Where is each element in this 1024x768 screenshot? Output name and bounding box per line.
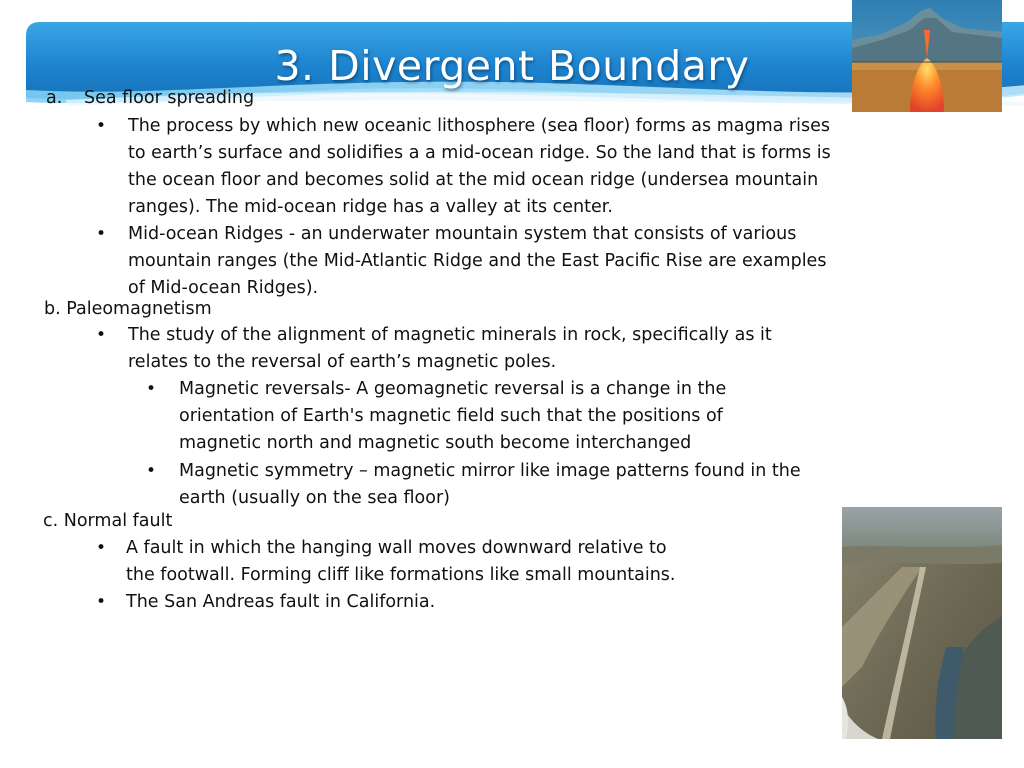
section-a-bullet2-line2: mountain ranges (the Mid-Atlantic Ridge and the East Pacific Rise are examples (128, 251, 827, 271)
bullet-marker: • (96, 224, 107, 244)
sub-bullet-marker: • (146, 379, 157, 399)
section-b-sub1-line3: magnetic north and magnetic south become interchanged (179, 433, 692, 453)
section-c-heading: c. Normal fault (43, 511, 173, 531)
section-a-bullet1-line1: The process by which new oceanic lithosphere (sea floor) forms as magma rises (128, 116, 830, 136)
sub-bullet-marker: • (146, 461, 157, 481)
bullet-marker: • (96, 592, 107, 612)
section-a-bullet1-line4: ranges). The mid-ocean ridge has a valley at its center. (128, 197, 613, 217)
section-c-bullet1-line2: the footwall. Forming cliff like formations like small mountains. (126, 565, 676, 585)
section-b-sub1-line2: orientation of Earth's magnetic field such that the positions of (179, 406, 723, 426)
slide-title: 3. Divergent Boundary (274, 42, 750, 90)
section-a-bullet1-line2: to earth’s surface and solidifies a a mid-ocean ridge. So the land that is forms is (128, 143, 831, 163)
section-c-bullet1-line1: A fault in which the hanging wall moves downward relative to (126, 538, 667, 558)
section-b-bullet1-line2: relates to the reversal of earth’s magnetic poles. (128, 352, 557, 372)
bullet-marker: • (96, 116, 107, 136)
section-b-heading: b. Paleomagnetism (44, 299, 212, 319)
section-a-bullet2-line3: of Mid-ocean Ridges). (128, 278, 319, 298)
section-b-sub2-line2: earth (usually on the sea floor) (179, 488, 450, 508)
section-b-sub2-line1: Magnetic symmetry – magnetic mirror like image patterns found in the (179, 461, 801, 481)
section-a-heading: Sea floor spreading (84, 88, 255, 108)
section-c-bullet2-line1: The San Andreas fault in California. (126, 592, 436, 612)
section-a-bullet1-line3: the ocean floor and becomes solid at the mid ocean ridge (undersea mountain (128, 170, 819, 190)
section-b-sub1-line1: Magnetic reversals- A geomagnetic reversal is a change in the (179, 379, 727, 399)
bullet-marker: • (96, 325, 107, 345)
section-a-marker: a. (46, 88, 63, 108)
bullet-marker: • (96, 538, 107, 558)
section-a-bullet2-line1: Mid-ocean Ridges - an underwater mountain system that consists of various (128, 224, 797, 244)
section-b-bullet1-line1: The study of the alignment of magnetic minerals in rock, specifically as it (128, 325, 772, 345)
